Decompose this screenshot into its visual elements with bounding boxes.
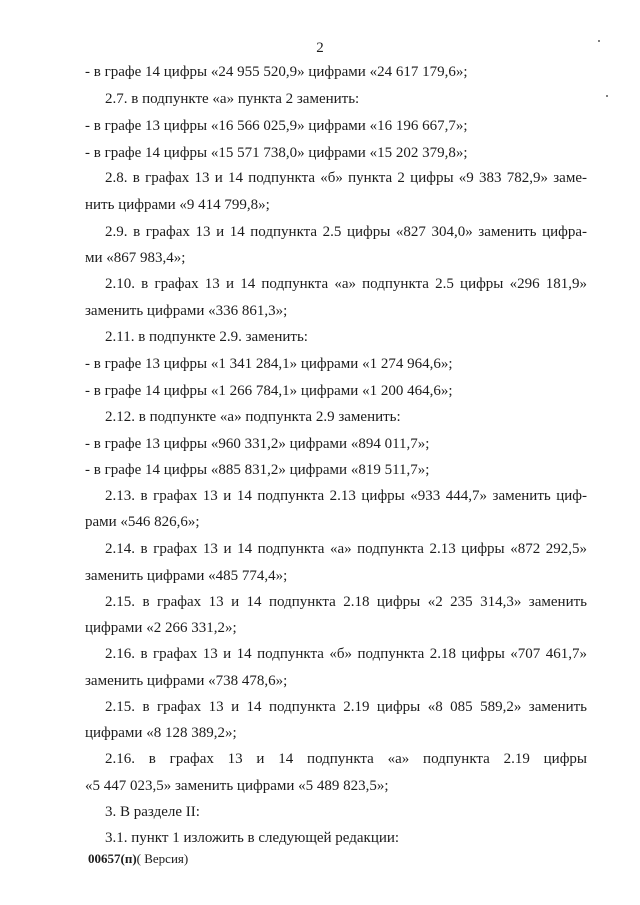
document-line: 2.11. в подпункте 2.9. заменить: xyxy=(105,329,308,345)
document-line: - в графе 14 цифры «1 266 784,1» цифрами «1 200 464,6»; xyxy=(85,383,453,399)
document-line: ми «867 983,4»; xyxy=(85,250,186,266)
document-line: нить цифрами «9 414 799,8»; xyxy=(85,197,270,213)
document-footer xyxy=(88,851,188,867)
document-line: 2.15. в графах 13 и 14 подпункта 2.18 цифры «2 235 314,3» заменить xyxy=(105,594,587,610)
document-line: 2.7. в подпункте «а» пункта 2 заменить: xyxy=(105,91,360,107)
scan-speck xyxy=(606,95,608,97)
document-line: - в графе 14 цифры «15 571 738,0» цифрами «15 202 379,8»; xyxy=(85,145,468,161)
document-line: - в графе 14 цифры «885 831,2» цифрами «819 511,7»; xyxy=(85,462,430,478)
document-line: 2.14. в графах 13 и 14 подпункта «а» подпункта 2.13 цифры «872 292,5» xyxy=(105,541,587,557)
document-line: рами «546 826,6»; xyxy=(85,514,200,530)
document-code: 00657(п) xyxy=(88,851,137,866)
document-line: заменить цифрами «336 861,3»; xyxy=(85,303,288,319)
document-line: «5 447 023,5» заменить цифрами «5 489 823,5»; xyxy=(85,778,389,794)
document-line: - в графе 14 цифры «24 955 520,9» цифрами «24 617 179,6»; xyxy=(85,64,468,80)
document-line: цифрами «2 266 331,2»; xyxy=(85,620,237,636)
document-line: 3.1. пункт 1 изложить в следующей редакции: xyxy=(105,830,400,846)
document-line: 2.12. в подпункте «а» подпункта 2.9 заменить: xyxy=(105,409,401,425)
page-number: 2 xyxy=(316,40,324,56)
scan-speck xyxy=(598,40,600,42)
document-line: 2.13. в графах 13 и 14 подпункта 2.13 цифры «933 444,7» заменить циф- xyxy=(105,488,587,504)
document-line: - в графе 13 цифры «960 331,2» цифрами «894 011,7»; xyxy=(85,436,430,452)
document-line: цифрами «8 128 389,2»; xyxy=(85,725,237,741)
document-line: - в графе 13 цифры «16 566 025,9» цифрами «16 196 667,7»; xyxy=(85,118,468,134)
document-line: заменить цифрами «485 774,4»; xyxy=(85,568,288,584)
document-line: 3. В разделе II: xyxy=(105,804,200,820)
document-line: 2.16. в графах 13 и 14 подпункта «б» подпункта 2.18 цифры «707 461,7» xyxy=(105,646,587,662)
document-line: 2.10. в графах 13 и 14 подпункта «а» подпункта 2.5 цифры «296 181,9» xyxy=(105,276,587,292)
document-line: 2.8. в графах 13 и 14 подпункта «б» пункта 2 цифры «9 383 782,9» заме- xyxy=(105,170,587,186)
document-line: 2.16. в графах 13 и 14 подпункта «а» подпункта 2.19 цифры xyxy=(105,751,587,767)
document-line: 2.15. в графах 13 и 14 подпункта 2.19 цифры «8 085 589,2» заменить xyxy=(105,699,587,715)
document-version: ( Версия) xyxy=(136,851,189,866)
document-line: - в графе 13 цифры «1 341 284,1» цифрами «1 274 964,6»; xyxy=(85,356,453,372)
document-line: заменить цифрами «738 478,6»; xyxy=(85,673,288,689)
document-line: 2.9. в графах 13 и 14 подпункта 2.5 цифры «827 304,0» заменить цифра- xyxy=(105,224,587,240)
